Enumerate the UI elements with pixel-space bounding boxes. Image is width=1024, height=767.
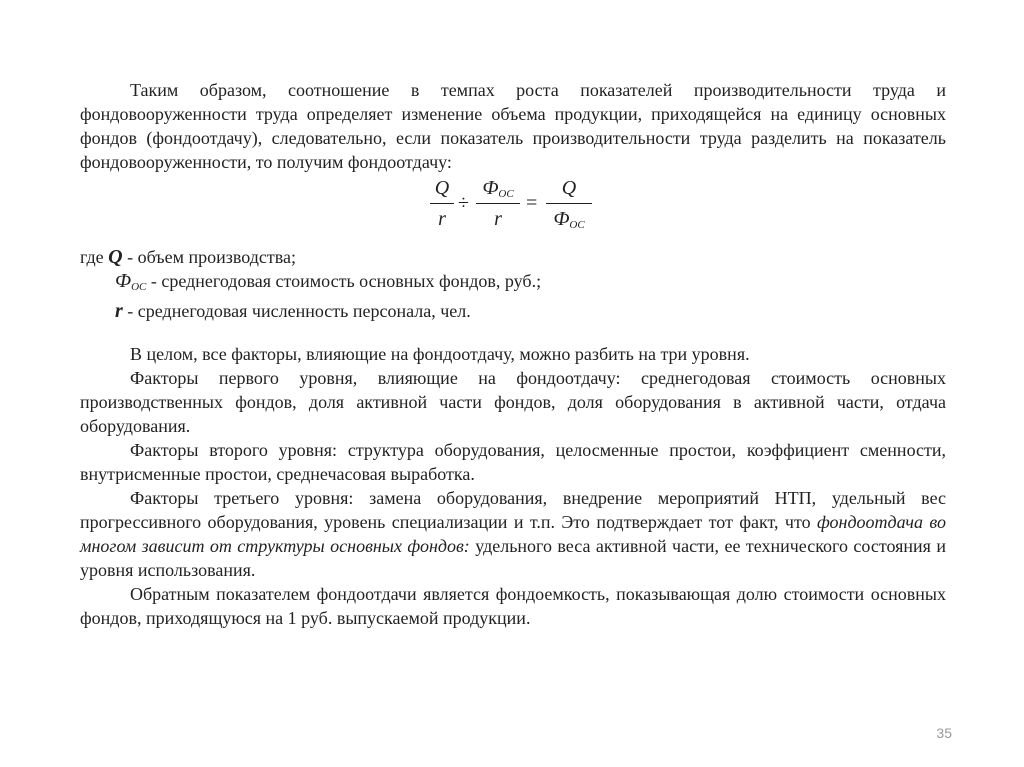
where-label: где <box>80 247 104 267</box>
r-description: - среднегодовая численность персонала, чел. <box>122 301 471 321</box>
page-number: 35 <box>936 725 952 741</box>
intro-block <box>80 78 946 174</box>
q-symbol: Q <box>108 246 123 268</box>
f-description: - среднегодовая стоимость основных фондов, руб.; <box>146 271 542 291</box>
r-symbol: r <box>115 300 123 322</box>
level3-emphasis: фондоотдача во многом зависит от структуры основных фондов: <box>80 512 946 556</box>
fraction-f-over-r <box>476 176 520 231</box>
fraction-q-over-r <box>430 176 454 231</box>
f-symbol: Ф <box>482 177 499 199</box>
fraction-denominator <box>546 207 592 231</box>
fraction-denominator: r <box>494 208 502 230</box>
fraction-bar <box>430 203 454 204</box>
level1-paragraph: Факторы первого уровня, влияющие на фондоотдачу: среднегодовая стоимость основных производственных фондов, доля активной части фондов, доля оборудования в активной части, отдача оборудования. <box>80 368 946 436</box>
f-subscript: ОС <box>569 219 585 231</box>
level3-text-start: Факторы третьего уровня: замена оборудования, внедрение мероприятий НТП, удельный вес прогрессивного оборудования, уровень специализации и т.п. Это подтверждает тот факт, что <box>80 488 946 532</box>
intro-paragraph: Таким образом, соотношение в темпах роста показателей производительности труда и фондовооруженности труда определяет изменение объема продукции, приходящейся на единицу основных фондов (фондоотдачу), следовательно, если показатель производительности труда разделить на показатель фондовооруженности, то получим фондоотдачу: <box>80 80 946 172</box>
fondootdacha-formula <box>430 176 600 234</box>
fraction-bar <box>546 203 592 204</box>
fraction-numerator: Q <box>561 177 577 199</box>
fraction-q-over-f <box>546 176 592 231</box>
level3-text-end: удельного веса активной части, ее технического состояния и уровня использования. <box>80 536 946 580</box>
f-subscript: ОС <box>498 188 514 200</box>
fraction-denominator: r <box>438 208 446 230</box>
equals-sign: = <box>526 192 538 214</box>
level2-paragraph: Факторы второго уровня: структура оборудования, целосменные простои, коэффициент сменности, внутрисменные простои, среднечасовая выработка. <box>80 440 946 484</box>
level3-paragraph <box>80 486 946 582</box>
variable-definitions <box>80 245 541 323</box>
definition-f <box>80 269 541 299</box>
fraction-bar <box>476 203 520 204</box>
definition-r <box>80 299 541 323</box>
definition-q <box>80 245 541 269</box>
f-symbol: Ф <box>115 270 132 292</box>
f-subscript: ОС <box>131 281 147 293</box>
levels-intro-paragraph: В целом, все факторы, влияющие на фондоотдачу, можно разбить на три уровня. <box>130 344 750 364</box>
divide-sign: ÷ <box>458 192 469 214</box>
fraction-numerator <box>476 176 520 200</box>
factors-block <box>80 342 946 630</box>
f-symbol: Ф <box>553 208 570 230</box>
fraction-numerator: Q <box>434 177 450 199</box>
inverse-indicator-paragraph: Обратным показателем фондоотдачи является фондоемкость, показывающая долю стоимости основных фондов, приходящуюся на 1 руб. выпускаемой продукции. <box>80 584 946 628</box>
q-description: - объем производства; <box>122 247 296 267</box>
